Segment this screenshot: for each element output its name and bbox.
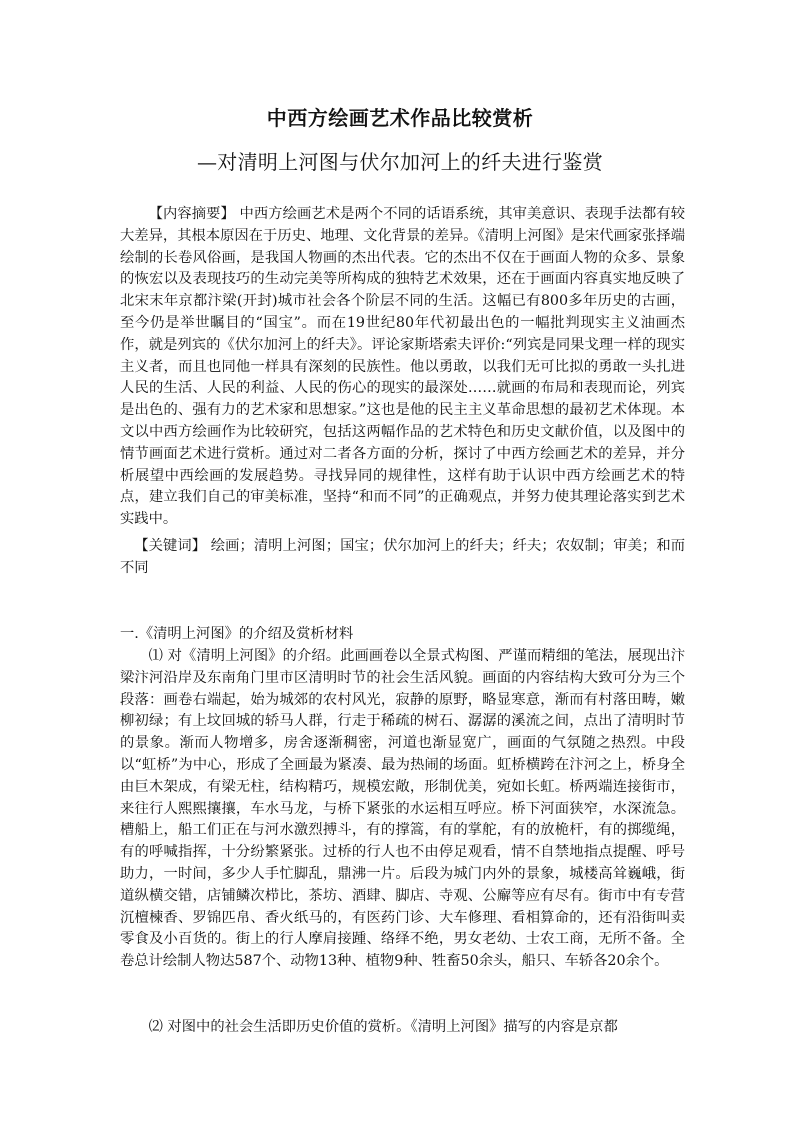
keywords-label: 【关键词】: [134, 538, 207, 554]
section-heading: 一.《清明上河图》的介绍及赏析材料: [120, 626, 354, 642]
page-title: 中西方绘画艺术作品比较赏析: [266, 106, 534, 130]
body-paragraph-1: ⑴ 对《清明上河图》的介绍。此画画卷以全景式构图、严谨而精细的笔法，展现出汴梁汴河沿岸及东南角门里市区清明时节的社会生活风貌。画面的内容结构大致可分为三个段落：画卷右端起，始为城郊的农村风光，寂静的原野，略显寒意，渐而有村落田畴，嫩柳初绿；有上坟回城的轿马人群，行走于稀疏的树石、潺潺的溪流之间，点出了清明时节的景象。渐而人物增多，房舍逐渐稠密，河道也渐显宽广，画面的气氛随之热烈。中段以“虹桥”为中心，形成了全画最为紧凑、最为热闹的场面。虹桥横跨在汴河之上，桥身全由巨木架成，有梁无柱，结构精巧，规模宏敞，形制优美，宛如长虹。桥两端连接街市，来往行人熙熙攘攘，车水马龙，与桥下紧张的水运相互呼应。桥下河面狭窄，水深流急。槽船上，船工们正在与河水激烈搏斗，有的撑篙，有的掌舵，有的放桅杆，有的掷缆绳，有的呼喊指挥，十分纷繁紧张。过桥的行人也不由停足观看，情不自禁地指点提醒、呼号助力，一时间，多少人手忙脚乱，鼎沸一片。后段为城门内外的景象，城楼高耸巍峨，街道纵横交错，店铺鳞次栉比，茶坊、酒肆、脚店、寺观、公廨等应有尽有。街市中有专营沉檀楝香、罗锦匹帛、香火纸马的，有医药门诊、大车修理、看相算命的，还有沿街叫卖零食及小百货的。街上的行人摩肩接踵、络绎不绝，男女老幼、士农工商，无所不备。全卷总计绘制人物达587个、动物13种、植物9种、牲畜50余头，船只、车轿各20余个。: [120, 648, 685, 970]
keywords-paragraph: [120, 536, 685, 580]
abstract-label: 【内容摘要】: [148, 206, 235, 222]
abstract-paragraph: [120, 204, 685, 531]
abstract-text: 中西方绘画艺术是两个不同的话语系统，其审美意识、表现手法都有较大差异，其根本原因在于历史、地理、文化背景的差异。《清明上河图》是宋代画家张择端绘制的长卷风俗画，是我国人物画的杰出代表。它的杰出不仅在于画面人物的众多、景象的恢宏以及表现技巧的生动完美等所构成的独特艺术效果，还在于画面内容真实地反映了北宋末年京都汴梁(开封)城市社会各个阶层不同的生活。这幅已有800多年历史的古画，至今仍是举世瞩目的“国宝”。而在19世纪80年代初最出色的一幅批判现实主义油画杰作，就是列宾的《伏尔加河上的纤夫》。评论家斯塔索夫评价:“列宾是同果戈理一样的现实主义者，而且也同他一样具有深刻的民族性。他以勇敢，以我们无可比拟的勇敢一头扎进人民的生活、人民的利益、人民的伤心的现实的最深处……就画的布局和表现而论，列宾是出色的、强有力的艺术家和思想家。”这也是他的民主主义革命思想的最初艺术体现。本文以中西方绘画作为比较研究，包括这两幅作品的艺术特色和历史文献价值，以及图中的情节画面艺术进行赏析。通过对二者各方面的分析，探讨了中西方绘画艺术的差异，并分析展望中西绘画的发展趋势。寻找异同的规律性，这样有助于认识中西方绘画艺术的特点，建立我们自己的审美标准，坚持“和而不同”的正确观点，并努力使其理论落实到艺术实践中。: [120, 206, 685, 528]
keywords-text: 绘画；清明上河图；国宝；伏尔加河上的纤夫；纤夫；农奴制；审美；和而不同: [120, 538, 686, 576]
body-paragraph-2: ⑵ 对图中的社会生活即历史价值的赏析。《清明上河图》描写的内容是京都: [148, 1019, 618, 1035]
page-subtitle: —对清明上河图与伏尔加河上的纤夫进行鉴赏: [197, 150, 603, 174]
